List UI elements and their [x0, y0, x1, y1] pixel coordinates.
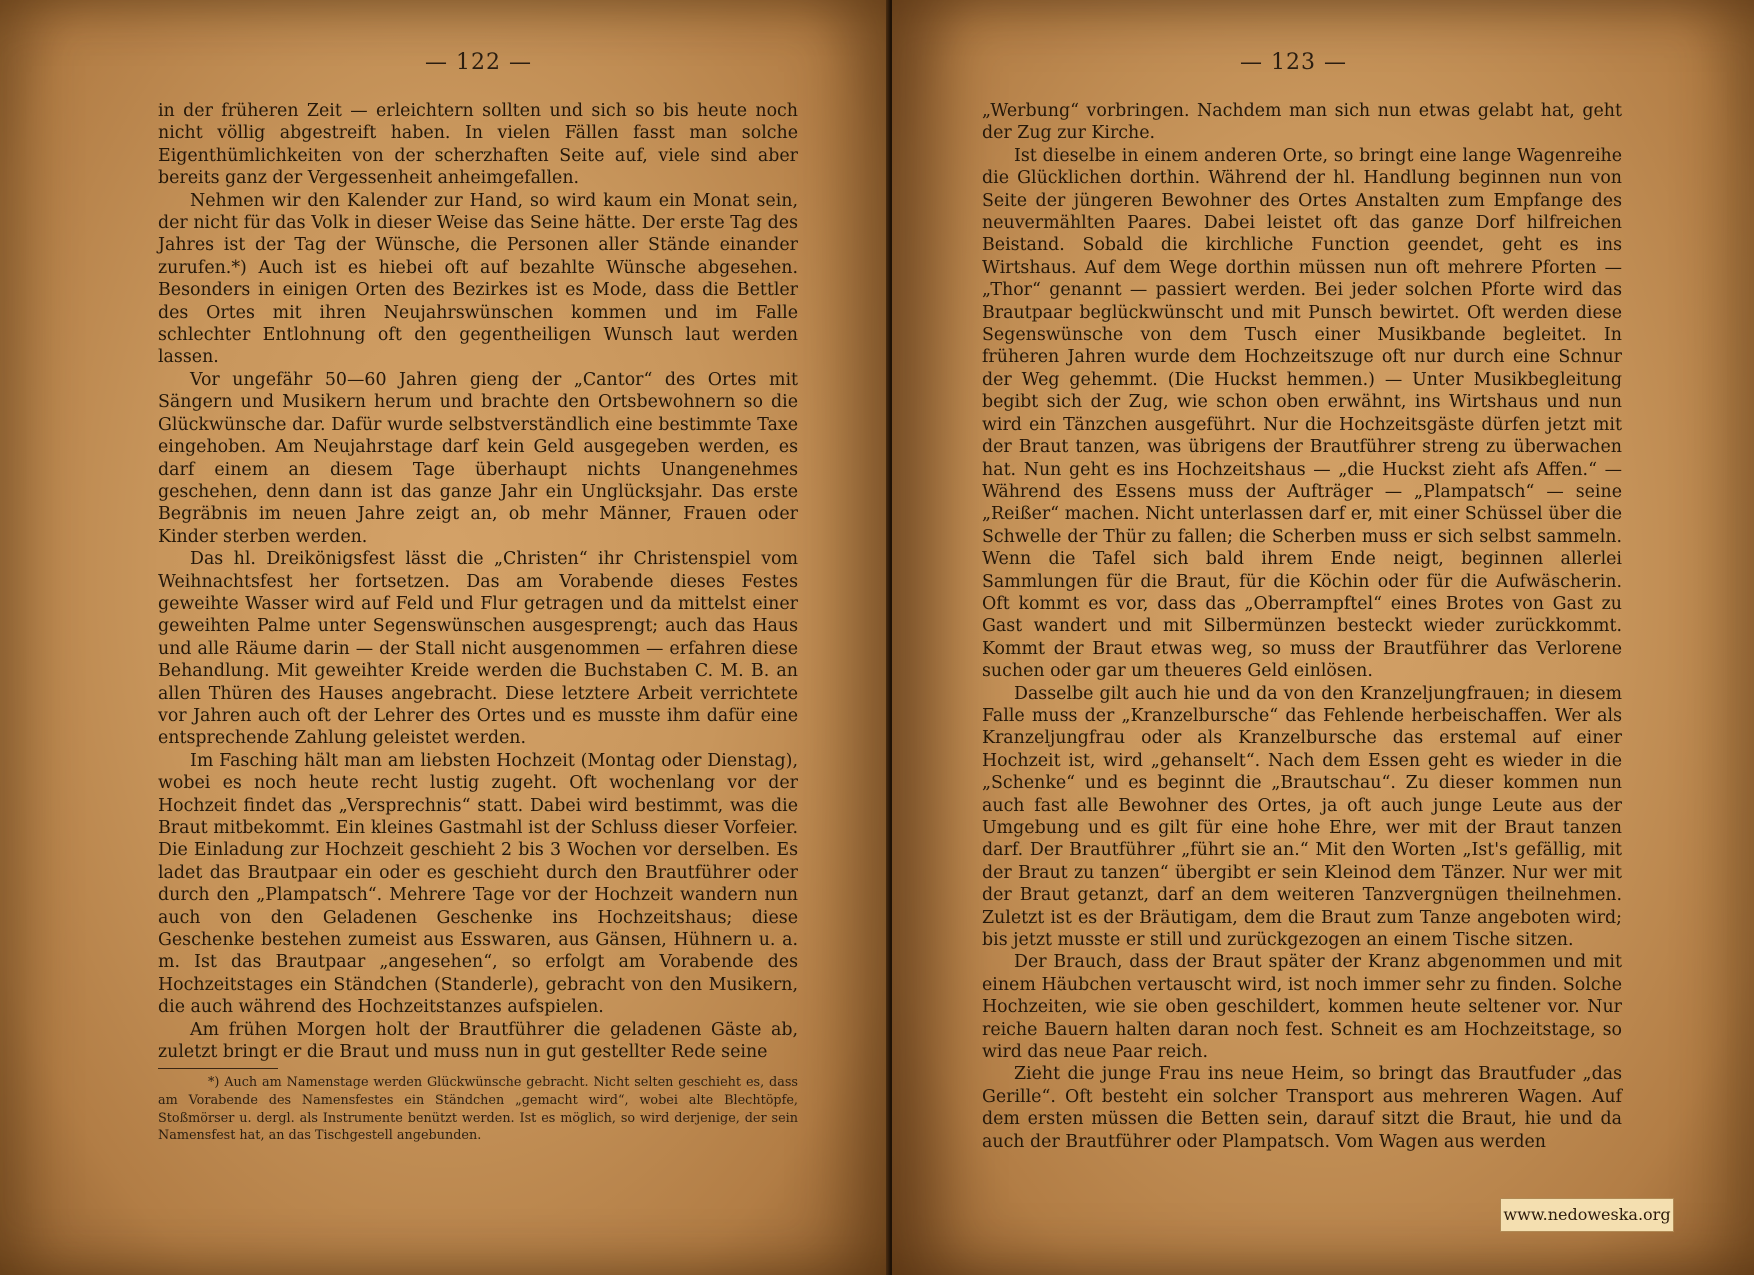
- footnote: *) Auch am Namenstage werden Glückwünsche gebracht. Nicht selten geschieht es, dass am Vorabende des Namensfestes ein Ständchen „gemacht wird“, wobei alte Blechtöpfe, Stoßmörser u. dergl. als Instrumente benützt werden. Ist es möglich, so wird derjenige, der sein Namensfest hat, an das Tischgestell angebunden.: [158, 1075, 798, 1144]
- paragraph: Vor ungefähr 50—60 Jahren gieng der „Cantor“ des Ortes mit Sängern und Musikern herum und brachte den Ortsbewohnern so die Glückwünsche dar. Dafür wurde selbstverständlich eine bestimmte Taxe eingehoben. Am Neujahrstage darf kein Geld ausgegeben werden, es darf einem an diesem Tage überhaupt nichts Unangenehmes geschehen, denn dann ist das ganze Jahr ein Unglücksjahr. Das erste Begräbnis im neuen Jahre zeigt an, ob mehr Männer, Frauen oder Kinder sterben werden.: [158, 369, 798, 547]
- paragraph: Ist dieselbe in einem anderen Orte, so bringt eine lange Wagenreihe die Glücklichen dorthin. Während der hl. Handlung beginnen nun von Seite der jüngeren Bewohner des Ortes Anstalten zum Empfange des neuvermählten Paares. Dabei leistet oft das ganze Dorf hilfreichen Beistand. Sobald die kirchliche Function geendet, geht es ins Wirtshaus. Auf dem Wege dorthin müssen nun oft mehrere Pforten — „Thor“ genannt — passiert werden. Bei jeder solchen Pforte wird das Brautpaar beglückwünscht und mit Punsch bewirtet. Oft werden diese Segenswünsche von dem Tusch einer Musikbande begleitet. In früheren Jahren wurde dem Hochzeitszuge oft nur durch eine Schnur der Weg gehemmt. (Die Huckst hemmen.) — Unter Musikbegleitung begibt sich der Zug, wie schon oben erwähnt, ins Wirtshaus und nun wird ein Tänzchen ausgeführt. Nur die Hochzeitsgäste dürfen jetzt mit der Braut tanzen, was übrigens der Brautführer streng zu überwachen hat. Nun geht es ins Hochzeitshaus — „die Huckst zieht afs Affen.“ — Während des Essens muss der Aufträger — „Plampatsch“ — seine „Reißer“ machen. Nicht unterlassen darf er, mit einer Schüssel über die Schwelle der Thür zu fallen; die Scherben muss er sich selbst sammeln. Wenn die Tafel sich bald ihrem Ende neigt, beginnen allerlei Sammlungen für die Braut, für die Köchin oder für die Aufwäscherin. Oft kommt es vor, dass das „Oberrampftel“ eines Brotes von Gast zu Gast wandert und mit Silbermünzen besteckt wieder zurückkommt. Kommt der Braut etwas weg, so muss der Brautführer das Verlorene suchen oder gar um theueres Geld einlösen.: [982, 145, 1622, 682]
- paragraph: Dasselbe gilt auch hie und da von den Kranzeljungfrauen; in diesem Falle muss der „Kranzelbursche“ das Fehlende herbeischaffen. Wer als Kranzeljungfrau oder als Kranzelbursche das erstemal auf einer Hochzeit ist, wird „gehanselt“. Nach dem Essen geht es wieder in die „Schenke“ und es beginnt die „Brautschau“. Zu dieser kommen nun auch fast alle Bewohner des Ortes, ja oft auch junge Leute aus der Umgebung und es gilt für eine hohe Ehre, wer mit der Braut tanzen darf. Der Brautführer „führt sie an.“ Mit den Worten „Ist's gefällig, mit der Braut zu tanzen“ übergibt er sein Kleinod dem Tänzer. Nur wer mit der Braut getanzt, darf an dem weiteren Tanzvergnügen theilnehmen. Zuletzt ist es der Bräutigam, dem die Braut zum Tanze angeboten wird; bis jetzt musste er still und zurückgezogen an einem Tische sitzen.: [982, 683, 1622, 951]
- watermark-label: www.nedoweska.org: [1500, 1198, 1674, 1232]
- paragraph: „Werbung“ vorbringen. Nachdem man sich nun etwas gelabt hat, geht der Zug zur Kirche.: [982, 101, 1622, 144]
- paragraph: Im Fasching hält man am liebsten Hochzeit (Montag oder Dienstag), wobei es noch heute recht lustig zugeht. Oft wochenlang vor der Hochzeit findet das „Versprechnis“ statt. Dabei wird bestimmt, was die Braut mitbekommt. Ein kleines Gastmahl ist der Schluss dieser Vorfeier. Die Einladung zur Hochzeit geschieht 2 bis 3 Wochen vor derselben. Es ladet das Brautpaar ein oder es geschieht durch den Brautführer oder durch den „Plampatsch“. Mehrere Tage vor der Hochzeit wandern nun auch von den Geladenen Geschenke ins Hochzeitshaus; diese Geschenke bestehen zumeist aus Esswaren, aus Gänsen, Hühnern u. a. m. Ist das Brautpaar „angesehen“, so erfolgt am Vorabende des Hochzeitstages ein Ständchen (Standerle), gebracht von den Musikern, die auch während des Hochzeitstanzes aufspielen.: [158, 750, 798, 1018]
- paragraph: in der früheren Zeit — erleichtern sollten und sich so bis heute noch nicht völlig abgestreift haben. In vielen Fällen fasst man solche Eigenthümlichkeiten von der scherzhaften Seite auf, viele sind aber bereits ganz der Vergessenheit anheimgefallen.: [158, 101, 798, 189]
- paragraph: Zieht die junge Frau ins neue Heim, so bringt das Brautfuder „das Gerille“. Oft besteht ein solcher Transport aus mehreren Wagen. Auf dem ersten müssen die Betten sein, darauf sitzt die Braut, hie und da auch der Brautführer oder Plampatsch. Vom Wagen aus werden: [982, 1064, 1622, 1152]
- paragraph: Das hl. Dreikönigsfest lässt die „Christen“ ihr Christenspiel vom Weihnachtsfest her fortsetzen. Das am Vorabende dieses Festes geweihte Wasser wird auf Feld und Flur getragen und da mittelst einer geweihten Palme unter Segenswünschen ausgesprengt; auch das Haus und alle Räume darin — der Stall nicht ausgenommen — erfahren diese Behandlung. Mit geweihter Kreide werden die Buchstaben C. M. B. an allen Thüren des Hauses angebracht. Diese letztere Arbeit verrichtete vor Jahren auch oft der Lehrer des Ortes und es musste ihm dafür eine entsprechende Zahlung geleistet werden.: [158, 549, 798, 749]
- page-number-right: — 123 —: [1240, 50, 1347, 75]
- footnote-divider: [158, 1068, 278, 1069]
- right-page: [892, 0, 1754, 1275]
- page-number-left: — 122 —: [425, 50, 532, 75]
- left-page-text: [158, 100, 798, 1063]
- paragraph: Nehmen wir den Kalender zur Hand, so wird kaum ein Monat sein, der nicht für das Volk in dieser Weise das Seine hätte. Der erste Tag des Jahres ist der Tag der Wünsche, die Personen aller Stände einander zurufen.*) Auch ist es hiebei oft auf bezahlte Wünsche abgesehen. Besonders in einigen Orten des Bezirkes ist es Mode, dass die Bettler des Ortes mit ihren Neujahrswünschen kommen und im Falle schlechter Entlohnung oft den gegentheiligen Wunsch laut werden lassen.: [158, 190, 798, 368]
- paragraph: Am frühen Morgen holt der Brautführer die geladenen Gäste ab, zuletzt bringt er die Braut und muss nun in gut gestellter Rede seine: [158, 1019, 798, 1063]
- paragraph: Der Brauch, dass der Braut später der Kranz abgenommen und mit einem Häubchen vertauscht wird, ist noch immer sehr zu finden. Solche Hochzeiten, wie sie oben geschildert, kommen heute seltener vor. Nur reiche Bauern halten daran noch fest. Schneit es am Hochzeitstage, so wird das neue Paar reich.: [982, 952, 1622, 1063]
- right-page-text: [982, 100, 1622, 1153]
